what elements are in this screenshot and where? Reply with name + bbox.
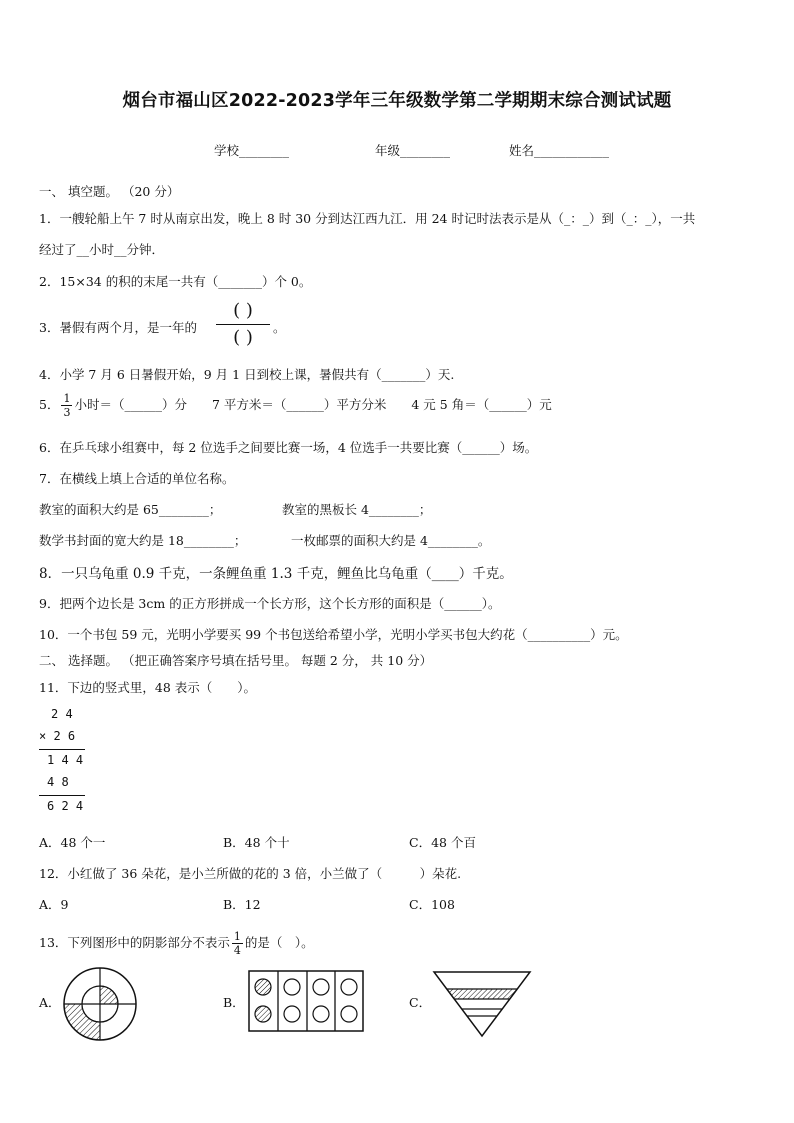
question-3 (39, 318, 197, 336)
page-title: 烟台市福山区2022-2023学年三年级数学第二学期期末综合测试试题 (122, 91, 672, 111)
question-3-suffix: 。 (273, 320, 286, 335)
q11-option-a: A．48 个一 (39, 835, 106, 850)
question-7-d: 一枚邮票的面积大约是 4________。 (291, 533, 491, 548)
question-4: 4．小学 7 月 6 日暑假开始，9 月 1 日到校上课，暑假共有（_______）天. (39, 367, 455, 382)
figure-c-inverted-triangle (432, 970, 532, 1038)
question-5-number: 5． (39, 397, 60, 412)
q13-option-b: B． (223, 995, 245, 1010)
question-3-fraction (216, 302, 270, 347)
partial-product-2: 4 8 (47, 775, 69, 789)
question-7-b: 教室的黑板长 4________； (282, 502, 432, 517)
question-13-text: 13．下列图形中的阴影部分不表示 (39, 935, 230, 950)
question-1-line2: 经过了__小时__分钟． (39, 242, 165, 257)
q12-option-a: A．9 (39, 897, 69, 912)
fraction-numerator: ( ) (233, 300, 253, 321)
multiplier: × 2 6 (39, 729, 76, 743)
final-product: 6 2 4 (47, 799, 84, 813)
question-6: 6．在乒乓球小组赛中，每 2 位选手之间要比赛一场，4 位选手一共要比赛（______）场。 (39, 440, 538, 455)
partial-product-1: 1 4 4 (47, 753, 84, 767)
question-5 (39, 393, 552, 418)
question-12: 12．小红做了 36 朵花，是小兰所做的花的 3 倍，小兰做了（ ）朵花. (39, 866, 462, 881)
section1-heading: 一、 填空题。 （20 分） (39, 184, 180, 199)
name-field: 姓名____________ (509, 143, 610, 158)
question-2: 2．15×34 的积的末尾一共有（_______）个 0。 (39, 274, 312, 289)
question-7-a: 教室的面积大约是 65________； (39, 502, 222, 517)
question-9: 9．把两个边长是 3cm 的正方形拼成一个长方形，这个长方形的面积是（______）。 (39, 596, 501, 611)
fraction-denominator: 3 (63, 406, 71, 419)
question-1-line1: 1．一艘轮船上午 7 时从南京出发，晚上 8 时 30 分到达江西九江．用 24 时记时法表示是从（_：_）到（_：_），一共 (39, 211, 696, 226)
figure-a-concentric-circles (62, 966, 138, 1042)
calc-rule-2 (39, 795, 85, 796)
q12-option-b: B．12 (223, 897, 261, 912)
fraction-bar (216, 324, 270, 325)
question-7-c: 数学书封面的宽大约是 18________； (39, 533, 247, 548)
multiplicand: 2 4 (51, 707, 73, 721)
fraction-numerator: 1 (63, 392, 71, 405)
question-5-text: 小时＝（______）分 7 平方米＝（______）平方分米 4 元 5 角＝（______）元 (74, 397, 552, 412)
question-13 (39, 931, 314, 956)
question-10: 10．一个书包 59 元，光明小学要买 99 个书包送给希望小学，光明小学买书包大约花（__________）元。 (39, 627, 628, 642)
school-field: 学校________ (214, 143, 290, 158)
q13-option-a: A． (39, 995, 61, 1010)
figure-b-circles-grid (248, 970, 364, 1032)
fraction-denominator: 4 (233, 944, 241, 957)
question-7: 7．在横线上填上合适的单位名称。 (39, 471, 235, 486)
grade-field: 年级________ (375, 143, 451, 158)
q11-option-c: C．48 个百 (409, 835, 476, 850)
question-8: 8．一只乌龟重 0.9 千克，一条鲤鱼重 1.3 千克，鲤鱼比乌龟重（____）千克。 (39, 566, 513, 582)
q11-option-b: B．48 个十 (223, 835, 290, 850)
question-5-fraction (61, 393, 72, 418)
fraction-denominator: ( ) (233, 327, 253, 348)
question-11: 11．下边的竖式里，48 表示（ ）。 (39, 680, 257, 695)
fraction-numerator: 1 (233, 930, 241, 943)
q13-option-c: C． (409, 995, 432, 1010)
question-13-suffix: 的是（ ）。 (244, 935, 314, 950)
section2-heading: 二、 选择题。 （把正确答案序号填在括号里。 每题 2 分， 共 10 分） (39, 653, 433, 668)
calc-rule-1 (39, 749, 85, 750)
question-13-fraction (232, 931, 243, 956)
q12-option-c: C．108 (409, 897, 455, 912)
question-3-text: 3．暑假有两个月，是一年的 (39, 320, 197, 335)
